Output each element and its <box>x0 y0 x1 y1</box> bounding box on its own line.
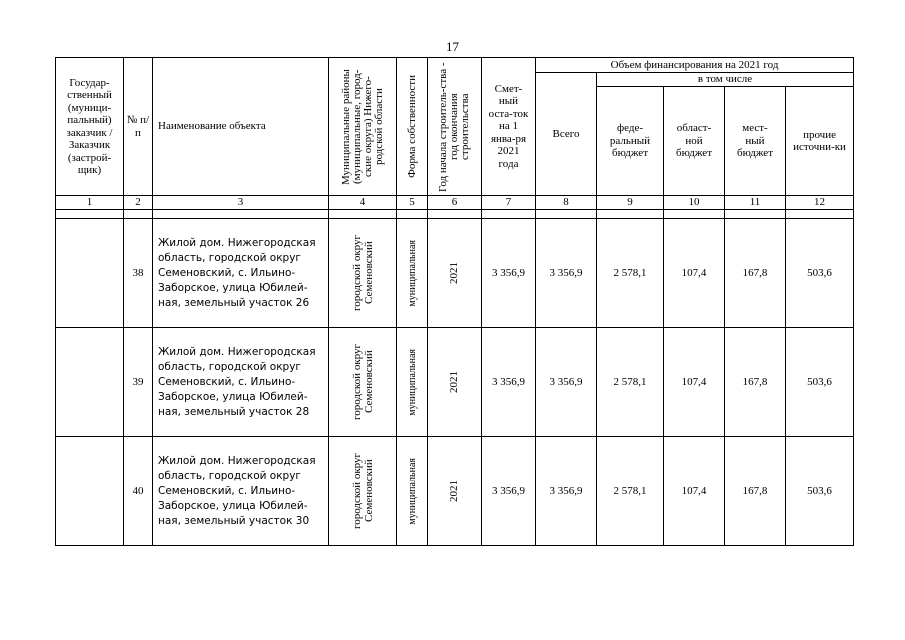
row-years-cell <box>428 328 482 437</box>
row-regional: 107,4 <box>664 437 725 546</box>
row-customer <box>56 437 124 546</box>
col-number: 4 <box>329 196 397 210</box>
row-total: 3 356,9 <box>536 219 597 328</box>
col-number: 7 <box>482 196 536 210</box>
row-years: 2021 <box>448 480 460 502</box>
row-total: 3 356,9 <box>536 437 597 546</box>
col-number: 9 <box>597 196 664 210</box>
row-regional: 107,4 <box>664 219 725 328</box>
row-name-cell <box>153 437 329 546</box>
col-number: 10 <box>664 196 725 210</box>
row-federal: 2 578,1 <box>597 437 664 546</box>
header-num: № п/п <box>124 58 153 196</box>
row-num: 40 <box>124 437 153 546</box>
spacer-row <box>56 210 854 219</box>
header-regional: област-ной бюджет <box>664 87 725 196</box>
row-federal: 2 578,1 <box>597 219 664 328</box>
table-row <box>56 219 854 328</box>
col-number: 12 <box>786 196 854 210</box>
row-ownership: муниципальная <box>406 348 418 416</box>
row-ownership-cell <box>397 328 428 437</box>
financing-table <box>55 57 854 546</box>
row-total: 3 356,9 <box>536 328 597 437</box>
row-federal: 2 578,1 <box>597 328 664 437</box>
row-local: 167,8 <box>725 437 786 546</box>
column-number-row <box>56 196 854 210</box>
row-district-cell <box>329 437 397 546</box>
col-number: 6 <box>428 196 482 210</box>
header-ownership-text: Форма собственности <box>405 75 418 178</box>
row-name: Жилой дом. Нижегородская область, городской округ Семеновский, с. Ильино-Заборское, улица Юбилей-ная, земельный участок 30 <box>158 454 316 527</box>
header-district-text: Муниципальные районы (муниципальные, город-ские округа) Нижего-родской области <box>339 68 385 185</box>
row-other: 503,6 <box>786 437 854 546</box>
row-name: Жилой дом. Нижегородская область, городской округ Семеновский, с. Ильино-Заборское, улица Юбилей-ная, земельный участок 28 <box>158 345 316 418</box>
header-other: прочие источни-ки <box>786 87 854 196</box>
row-years: 2021 <box>448 371 460 393</box>
row-ownership: муниципальная <box>406 457 418 525</box>
row-ownership-cell <box>397 219 428 328</box>
row-num: 39 <box>124 328 153 437</box>
header-balance: Смет-ный оста-ток на 1 янва-ря 2021 года <box>482 58 536 196</box>
row-balance: 3 356,9 <box>482 328 536 437</box>
row-local: 167,8 <box>725 328 786 437</box>
col-number: 5 <box>397 196 428 210</box>
page-number: 17 <box>446 39 459 54</box>
row-years-cell <box>428 437 482 546</box>
col-number: 11 <box>725 196 786 210</box>
header-ownership <box>397 58 428 196</box>
row-local: 167,8 <box>725 219 786 328</box>
row-years-cell <box>428 219 482 328</box>
header-total: Всего <box>536 73 597 196</box>
row-regional: 107,4 <box>664 328 725 437</box>
row-balance: 3 356,9 <box>482 437 536 546</box>
header-district <box>329 58 397 196</box>
row-other: 503,6 <box>786 219 854 328</box>
table-row <box>56 437 854 546</box>
table-row <box>56 328 854 437</box>
row-name-cell <box>153 219 329 328</box>
row-years: 2021 <box>448 262 460 284</box>
row-other: 503,6 <box>786 328 854 437</box>
row-district: городской округ Семеновский <box>350 452 375 530</box>
col-number: 3 <box>153 196 329 210</box>
header-federal: феде-ральный бюджет <box>597 87 664 196</box>
header-years-text: Год начала строитель-ства - год окончания строительства <box>437 61 471 192</box>
row-ownership-cell <box>397 437 428 546</box>
row-district-cell <box>329 219 397 328</box>
header-years <box>428 58 482 196</box>
row-name: Жилой дом. Нижегородская область, городской округ Семеновский, с. Ильино-Заборское, улица Юбилей-ная, земельный участок 26 <box>158 236 316 309</box>
row-balance: 3 356,9 <box>482 219 536 328</box>
row-num: 38 <box>124 219 153 328</box>
row-district: городской округ Семеновский <box>350 343 375 421</box>
header-local: мест-ный бюджет <box>725 87 786 196</box>
row-district: городской округ Семеновский <box>350 234 375 312</box>
header-customer: Государ-ственный (муници-пальный) заказчик / Заказчик (застрой-щик) <box>56 58 124 196</box>
col-number: 1 <box>56 196 124 210</box>
row-customer <box>56 219 124 328</box>
row-name-cell <box>153 328 329 437</box>
col-number: 2 <box>124 196 153 210</box>
header-including: в том числе <box>597 73 854 87</box>
header-name: Наименование объекта <box>153 58 329 196</box>
header-financing: Объем финансирования на 2021 год <box>536 58 854 73</box>
row-ownership: муниципальная <box>406 239 418 307</box>
row-customer <box>56 328 124 437</box>
row-district-cell <box>329 328 397 437</box>
col-number: 8 <box>536 196 597 210</box>
